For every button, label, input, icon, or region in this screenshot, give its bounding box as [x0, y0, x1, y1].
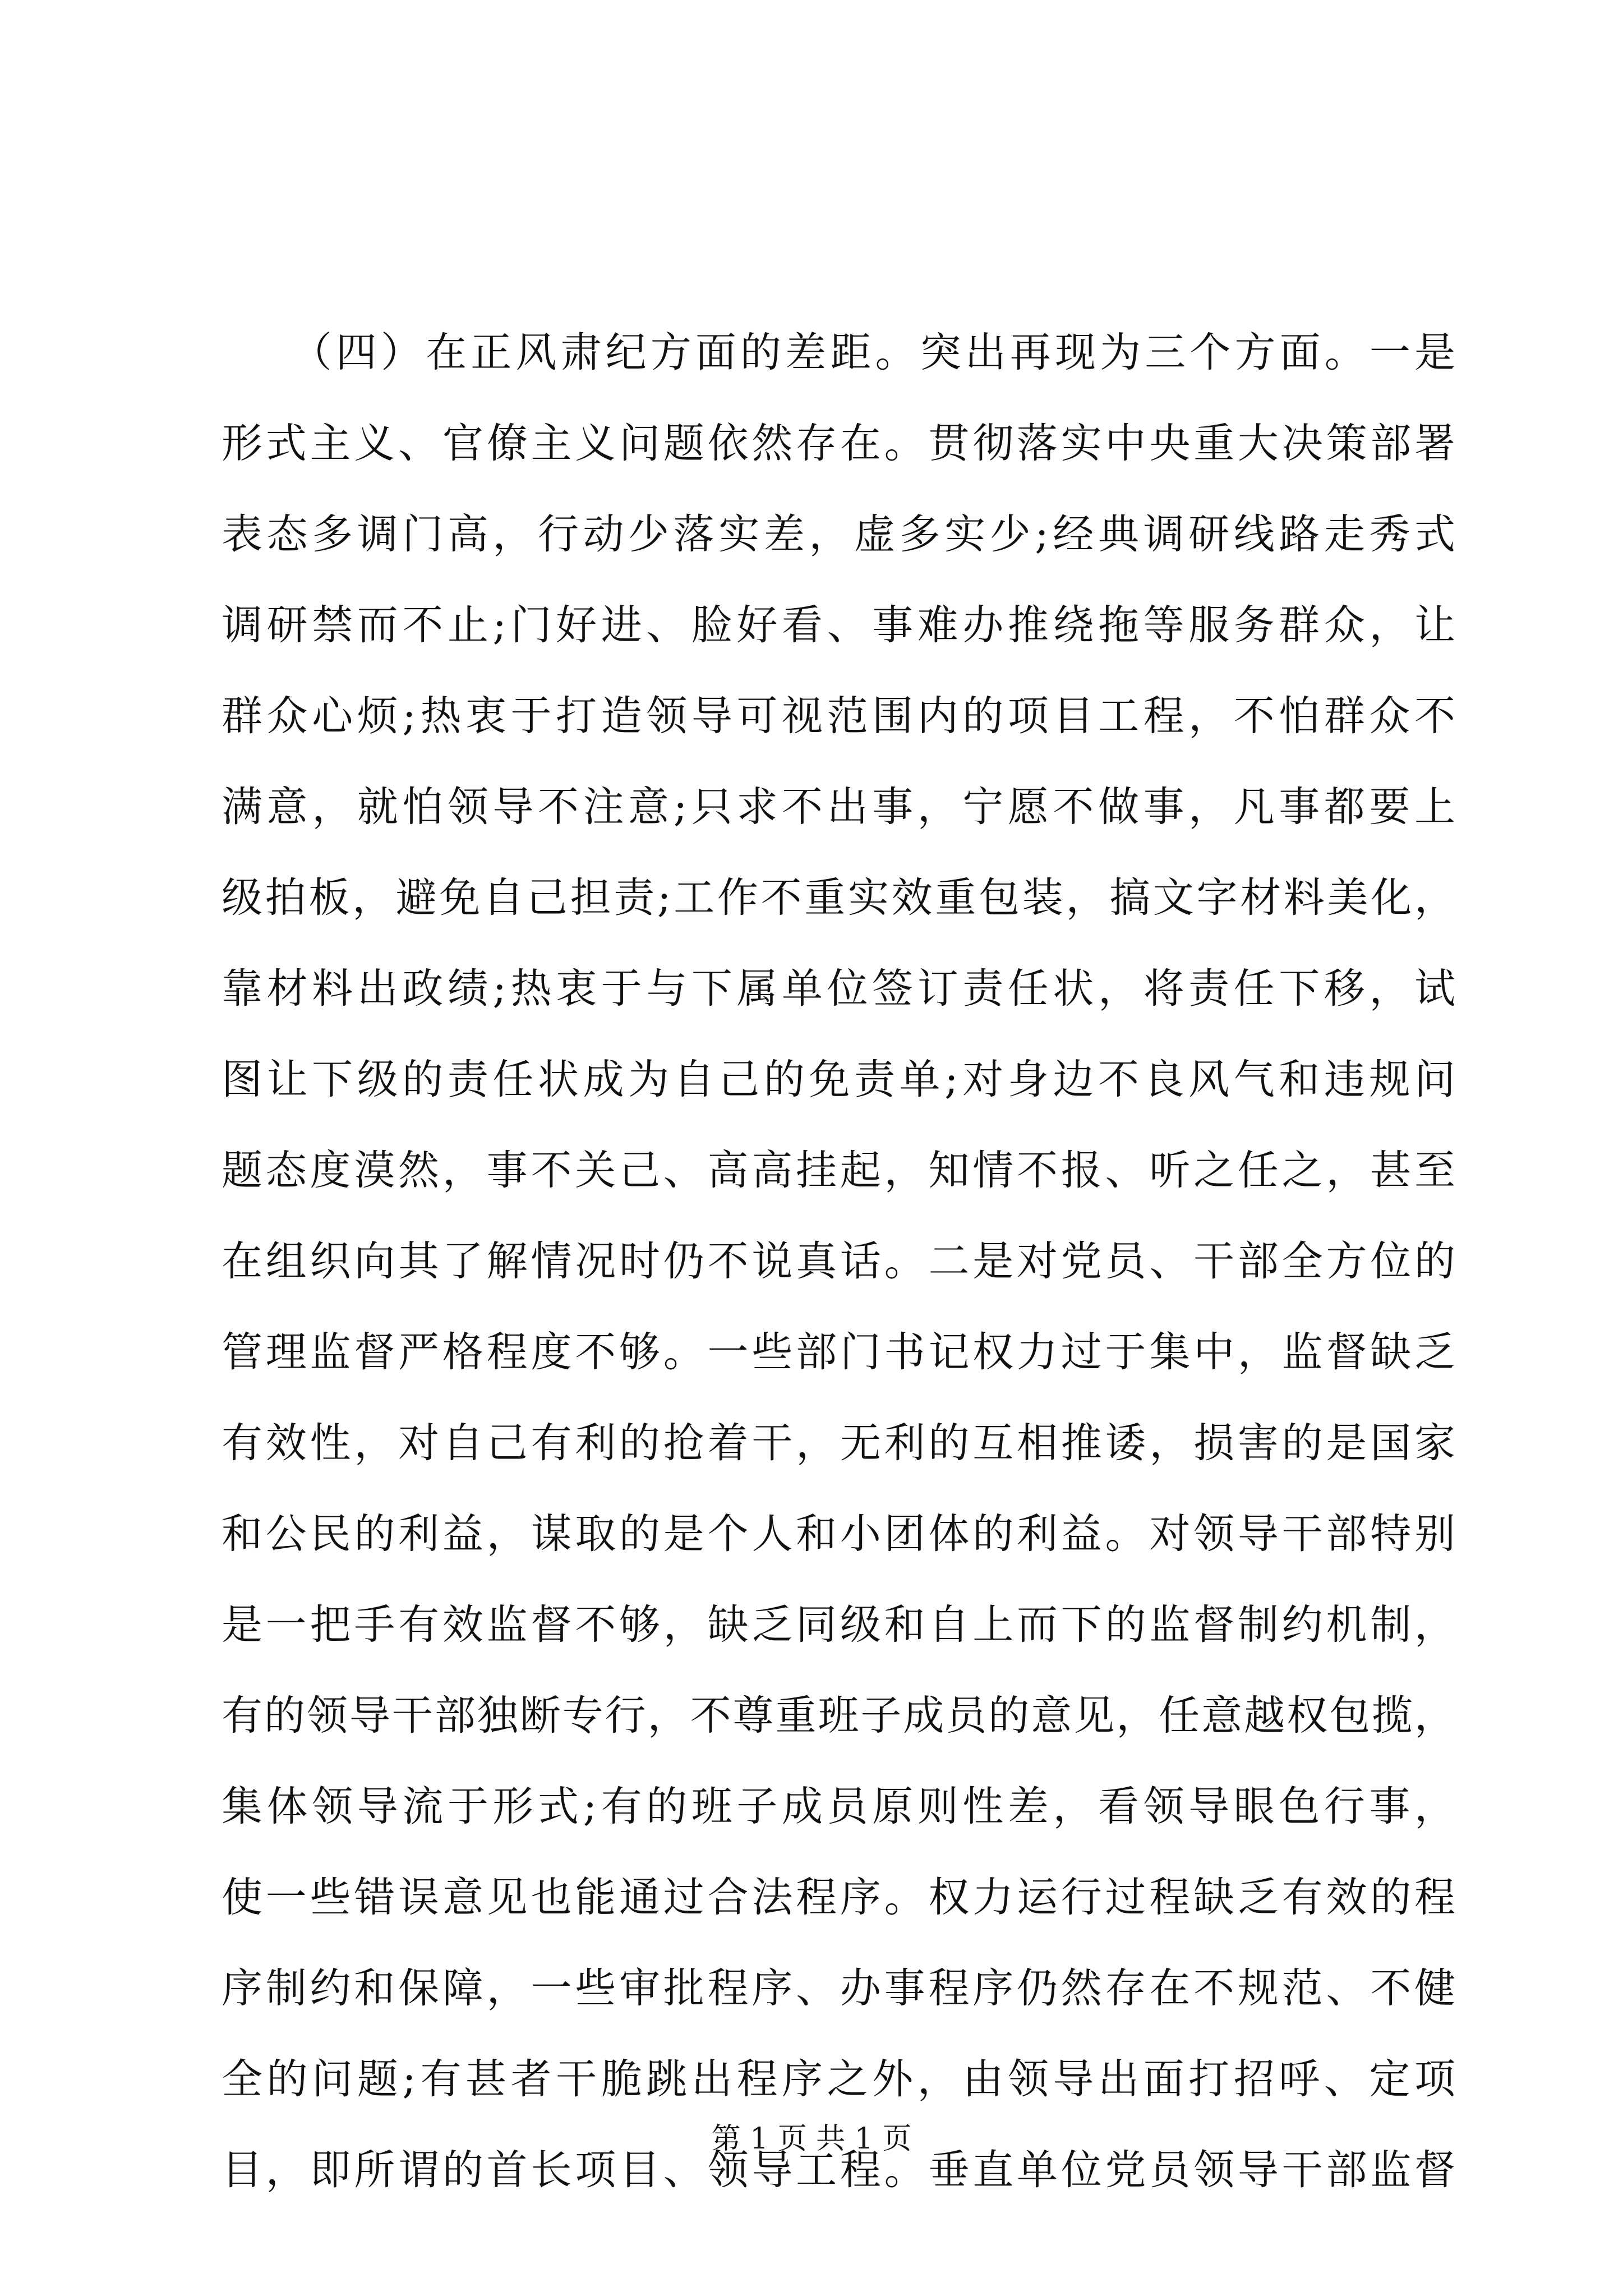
text-line: 集体领导流于形式;有的班子成员原则性差，看领导眼色行事，: [222, 1783, 1455, 1830]
text-line: 序制约和保障，一些审批程序、办事程序仍然存在不规范、不健: [222, 1964, 1455, 2012]
body-paragraph: [222, 307, 1455, 2216]
text-line: 靠材料出政绩;热衷于与下属单位签订责任状，将责任下移，试: [222, 965, 1455, 1013]
text-line: 级拍板，避免自己担责;工作不重实效重包装，搞文字材料美化，: [222, 874, 1455, 922]
text-line: 图让下级的责任状成为自己的免责单;对身边不良风气和违规问: [222, 1056, 1455, 1103]
text-line: 表态多调门高，行动少落实差，虚多实少;经典调研线路走秀式: [222, 510, 1455, 558]
text-line: 在组织向其了解情况时仍不说真话。二是对党员、干部全方位的: [222, 1237, 1455, 1285]
text-line: 满意，就怕领导不注意;只求不出事，宁愿不做事，凡事都要上: [222, 783, 1455, 831]
text-line: 有效性，对自己有利的抢着干，无利的互相推诿，损害的是国家: [222, 1419, 1455, 1467]
text-line: 目，即所谓的首长项目、领导工程。垂直单位党员领导干部监督: [222, 2146, 1455, 2194]
text-line: 全的问题;有甚者干脆跳出程序之外，由领导出面打招呼、定项: [222, 2055, 1455, 2103]
text-line: 使一些错误意见也能通过合法程序。权力运行过程缺乏有效的程: [222, 1874, 1455, 1921]
text-line: 形式主义、官僚主义问题依然存在。贯彻落实中央重大决策部署: [222, 420, 1455, 467]
text-line: （四）在正风肃纪方面的差距。突出再现为三个方面。一是: [222, 329, 1455, 376]
text-line: 是一把手有效监督不够，缺乏同级和自上而下的监督制约机制，: [222, 1601, 1455, 1649]
text-line: 题态度漠然，事不关己、高高挂起，知情不报、听之任之，甚至: [222, 1147, 1455, 1194]
text-line: 有的领导干部独断专行，不尊重班子成员的意见，任意越权包揽，: [222, 1692, 1455, 1740]
page-number-footer: 第 1 页 共 1 页: [711, 2122, 912, 2156]
text-line: 调研禁而不止;门好进、脸好看、事难办推绕拖等服务群众，让: [222, 601, 1455, 649]
text-line: 群众心烦;热衷于打造领导可视范围内的项目工程，不怕群众不: [222, 692, 1455, 740]
text-line: 和公民的利益，谋取的是个人和小团体的利益。对领导干部特别: [222, 1510, 1455, 1558]
text-line: 管理监督严格程度不够。一些部门书记权力过于集中，监督缺乏: [222, 1328, 1455, 1376]
